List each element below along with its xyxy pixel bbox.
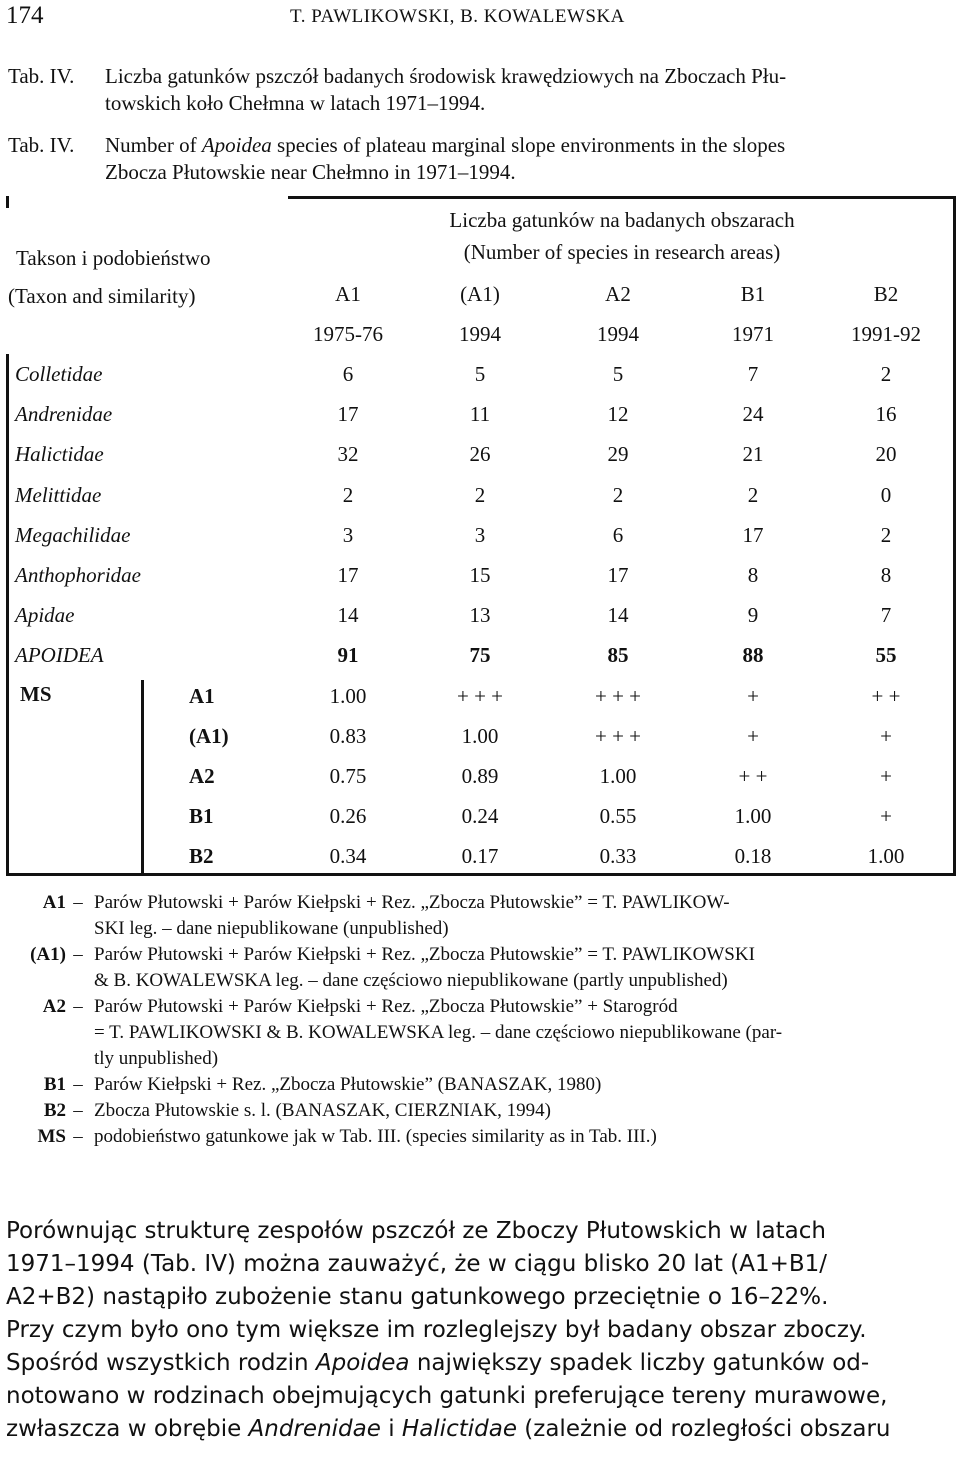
family-name: Apidae [15,603,75,628]
ms-value: 1.00 [599,764,637,788]
ms-value: + [747,723,759,748]
caption-line: Zbocza Płutowskie near Chełmno in 1971–1994. [105,160,516,184]
paragraph-line: notowano w rodzinach obejmujących gatunki preferujące tereny murawowe, [6,1383,888,1409]
family-value: 9 [747,603,759,628]
ms-value: 0.89 [461,764,499,788]
ms-value: + + [738,764,768,788]
ms-value: + [880,723,892,748]
total-value: 88 [742,643,764,668]
family-value: 17 [742,522,764,547]
family-name: Anthophoridae [15,563,141,587]
family-value: 24 [742,402,764,427]
area-header: A2 [605,282,631,306]
ms-value: + + + [594,723,642,748]
family-name: Melittidae [15,482,102,507]
group-header-pl: Liczba gatunków na badanych obszarach [449,208,795,232]
ms-value: 0.24 [461,804,499,829]
ms-row-name: (A1) [189,723,229,748]
table-caption-pl [8,64,956,120]
ms-row-name: B1 [189,804,214,829]
ms-value: 0.26 [329,804,367,829]
area-header: B1 [740,282,766,306]
family-value: 6 [612,522,624,547]
page-number: 174 [6,2,44,29]
table-right-border [953,196,956,876]
paragraph-line: 1971–1994 (Tab. IV) można zauważyć, że w ciągu blisko 20 lat (A1+B1/ [6,1251,828,1277]
ms-value: 0.34 [329,844,367,869]
family-value: 2 [612,482,624,507]
family-value: 21 [742,442,764,467]
family-value: 32 [337,442,359,467]
family-value: 17 [337,563,359,587]
caption-tag: Tab. IV. [8,64,75,88]
family-name: Megachilidae [15,522,131,547]
ms-row-name: B2 [189,844,214,869]
species-table [6,196,956,876]
group-header-en: (Number of species in research areas) [463,240,781,264]
footnote-dash: – [73,1074,83,1095]
year-header: 1994 [459,322,501,346]
family-value: 3 [474,522,486,547]
year-header: 1991-92 [851,322,921,346]
footnote-key: B2 [43,1100,66,1121]
footnote-key: A1 [42,892,66,913]
footnote-line: Zbocza Płutowskie s. l. (BANASZAK, CIERZNIAK, 1994) [94,1100,552,1121]
family-value: 13 [469,603,491,628]
taxon-header-pl: Takson i podobieństwo [16,246,211,270]
family-value: 20 [875,442,897,467]
ms-value: 0.33 [599,844,637,869]
footnote-line: tly unpublished) [94,1048,219,1069]
caption-line: Number of Apoidea species of plateau marginal slope environments in the slopes [105,133,786,157]
ms-row-name: A1 [189,683,215,708]
ms-value: 1.00 [867,844,905,869]
family-name: Halictidae [15,442,104,467]
footnote-line: = T. PAWLIKOWSKI & B. KOWALEWSKA leg. – dane częściowo niepublikowane (par- [94,1022,783,1043]
family-value: 7 [747,362,759,386]
family-value: 7 [880,603,892,628]
year-header: 1971 [732,322,774,346]
ms-value: 1.00 [329,683,367,708]
year-header: 1975-76 [313,322,383,346]
total-value: 91 [337,643,359,668]
footnote-line: SKI leg. – dane niepublikowane (unpublished) [94,918,449,939]
area-header: A1 [335,282,361,306]
family-value: 17 [607,563,629,587]
footnote-key: B1 [43,1074,66,1095]
family-name: Colletidae [15,362,103,386]
family-value: 17 [337,402,359,427]
footnote-key: MS [37,1126,66,1147]
total-name: APOIDEA [15,643,104,668]
paragraph-line: Porównując strukturę zespołów pszczół ze Zboczy Płutowskich w latach [6,1218,826,1244]
family-name: Andrenidae [15,402,113,427]
total-value: 85 [607,643,629,668]
ms-value: 0.83 [329,723,367,748]
area-header: (A1) [460,282,500,306]
family-value: 8 [880,563,892,587]
footnote-line: & B. KOWALEWSKA leg. – dane częściowo niepublikowane (partly unpublished) [94,970,728,991]
family-value: 12 [607,402,629,427]
ms-value: 0.18 [734,844,772,869]
family-value: 11 [469,402,491,427]
ms-value: + + [871,683,901,708]
ms-value: + [880,804,892,829]
ms-value: 1.00 [734,804,772,829]
paragraph-line: Spośród wszystkich rodzin Apoidea największy spadek liczby gatunków od- [6,1350,870,1376]
ms-label: MS [20,682,52,706]
family-value: 16 [875,402,897,427]
footnote-key: A2 [42,996,66,1017]
family-value: 29 [607,442,629,467]
family-value: 8 [747,563,759,587]
family-value: 2 [880,362,892,386]
table-left-border-tick [6,196,9,208]
paragraph-line: A2+B2) nastąpiło zubożenie stanu gatunkowego przeciętnie o 16–22%. [6,1284,829,1310]
caption-line: towskich koło Chełmna w latach 1971–1994. [105,91,486,115]
ms-value: 0.17 [461,844,499,869]
ms-value: + [880,764,892,788]
table-left-border-lower [6,354,9,876]
total-value: 55 [875,643,897,668]
family-value: 14 [337,603,359,628]
table-caption-en [8,133,956,189]
year-header: 1994 [597,322,639,346]
footnote-dash: – [73,1126,83,1147]
family-value: 2 [474,482,486,507]
ms-row-name: A2 [189,764,215,788]
footnote-dash: – [73,1100,83,1121]
caption-line: Liczba gatunków pszczół badanych środowisk krawędziowych na Zboczach Płu- [105,64,787,88]
ms-value: 0.75 [329,764,367,788]
family-value: 5 [612,362,624,386]
footnote-dash: – [73,944,83,965]
family-value: 26 [469,442,491,467]
footnote-line: Parów Płutowski + Parów Kiełpski + Rez. „Zbocza Płutowskie” = T. PAWLIKOWSKI [94,944,755,965]
caption-tag: Tab. IV. [8,133,75,157]
family-value: 2 [747,482,759,507]
footnote-line: Parów Kiełpski + Rez. „Zbocza Płutowskie” (BANASZAK, 1980) [94,1074,602,1095]
table-top-border [288,196,956,199]
family-value: 3 [342,522,354,547]
family-value: 0 [880,482,892,507]
running-header-authors: T. PAWLIKOWSKI, B. KOWALEWSKA [290,6,625,27]
footnote-line: podobieństwo gatunkowe jak w Tab. III. (species similarity as in Tab. III.) [94,1126,657,1147]
ms-value: + + + [594,683,642,708]
total-value: 75 [469,643,491,668]
family-value: 5 [474,362,486,386]
family-value: 15 [469,563,491,587]
footnote-line: Parów Płutowski + Parów Kiełpski + Rez. „Zbocza Płutowskie” = T. PAWLIKOW- [94,892,730,913]
family-value: 6 [342,362,354,386]
family-value: 2 [342,482,354,507]
ms-value: + [747,683,759,708]
ms-divider [141,680,144,876]
paragraph-line: zwłaszcza w obrębie Andrenidae i Halictidae (zależnie od rozległości obszaru [6,1416,891,1442]
area-header: B2 [873,282,899,306]
table-bottom-border [6,873,956,876]
ms-value: + + + [456,683,504,708]
taxon-header-en: (Taxon and similarity) [8,284,196,308]
paragraph-line: Przy czym było ono tym większe im rozleglejszy był badany obszar zboczy. [6,1317,867,1343]
family-value: 2 [880,522,892,547]
footnote-dash: – [73,892,83,913]
footnote-line: Parów Płutowski + Parów Kiełpski + Rez. „Zbocza Płutowskie” + Starogród [94,996,678,1017]
footnote-key: (A1) [30,944,66,965]
ms-value: 0.55 [599,804,637,829]
family-value: 14 [607,603,629,628]
footnote-dash: – [73,996,83,1017]
ms-value: 1.00 [461,723,499,748]
